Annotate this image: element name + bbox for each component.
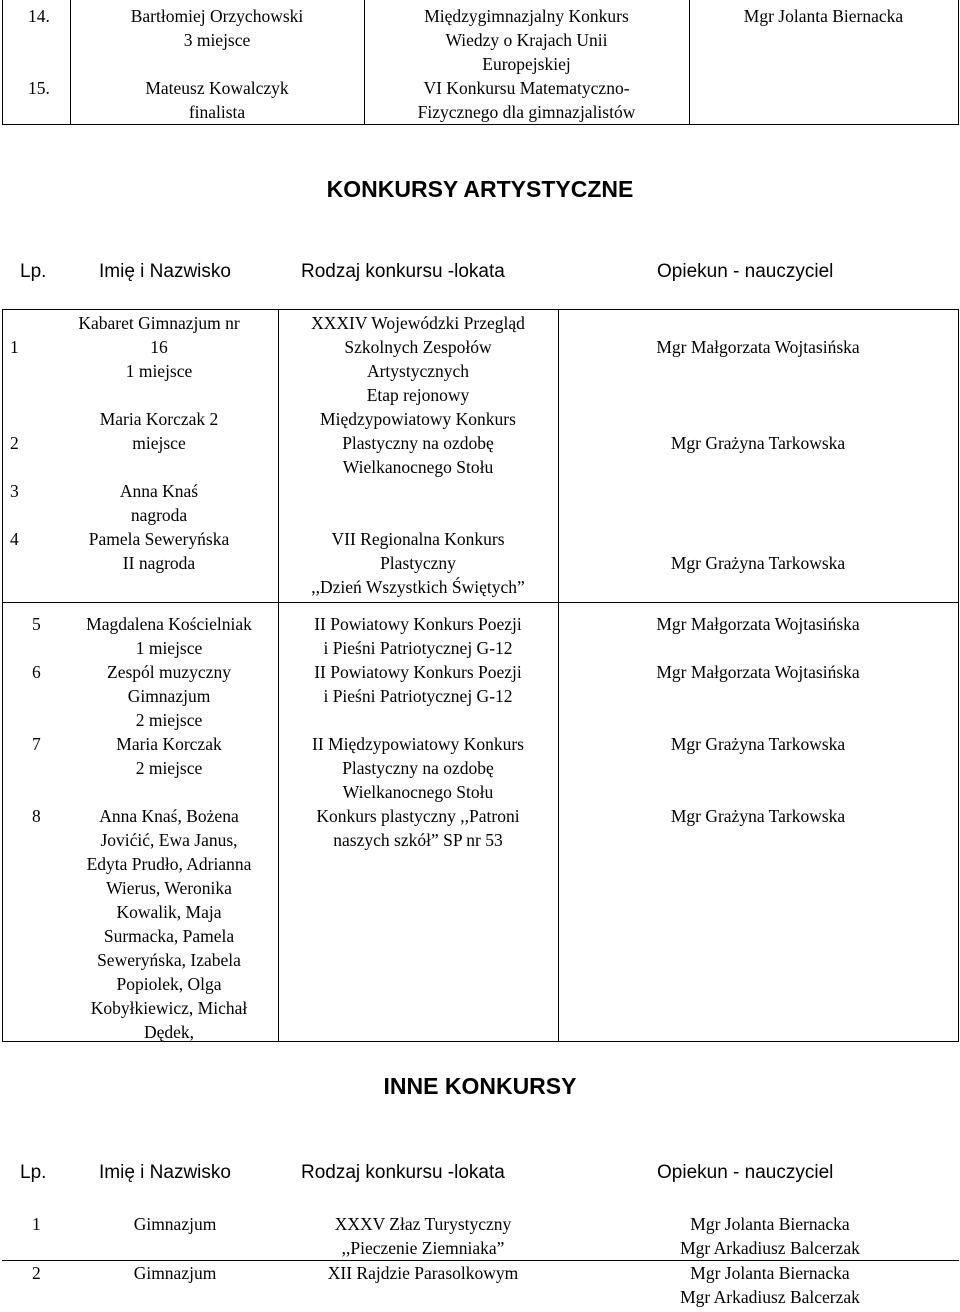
header-teacher: Opiekun - nauczyciel xyxy=(657,1162,834,1183)
participant-name: Gimnazjum xyxy=(133,1263,217,1283)
table-row-number: 2 xyxy=(32,1263,41,1283)
teacher-name: Mgr Grażyna Tarkowska xyxy=(670,553,846,573)
contest-name: Międzygimnazjalny Konkurs Wiedzy o Krajach Unii Europejskiej xyxy=(424,6,629,74)
participant-name: Kabaret Gimnazjum nr 16 1 miejsce xyxy=(78,313,240,381)
header-lp: Lp. xyxy=(20,1162,47,1183)
participant-name: Gimnazjum xyxy=(133,1214,217,1234)
participant-name: Maria Korczak 2 miejsce xyxy=(116,734,222,778)
table-row-number: 1 xyxy=(10,337,19,357)
table-row-number: 6 xyxy=(32,662,41,682)
table-border xyxy=(2,0,3,125)
teacher-name: Mgr Małgorzata Wojtasińska xyxy=(656,614,860,634)
table-row-number: 2 xyxy=(10,433,19,453)
table-row-number: 15. xyxy=(28,78,50,98)
contest-name: Konkurs plastyczny ,,Patroni naszych szkół” SP nr 53 xyxy=(316,806,520,850)
contest-name: Międzypowiatowy Konkurs Plastyczny na ozdobę Wielkanocnego Stołu xyxy=(320,409,516,477)
teacher-name: Mgr Jolanta Biernacka xyxy=(743,6,904,26)
section-title-other: INNE KONKURSY xyxy=(383,1073,577,1099)
teacher-name: Mgr Grażyna Tarkowska xyxy=(670,734,846,754)
section-title-artistic: KONKURSY ARTYSTYCZNE xyxy=(326,176,634,202)
table-border xyxy=(2,124,959,125)
participant-name: Maria Korczak 2 miejsce xyxy=(99,409,219,453)
header-contest: Rodzaj konkursu -lokata xyxy=(301,1162,505,1183)
contest-name: VII Regionalna Konkurs Plastyczny ,,Dzień Wszystkich Świętych” xyxy=(311,529,525,597)
table-row-number: 5 xyxy=(32,614,41,634)
table-row-number: 1 xyxy=(32,1214,41,1234)
teacher-name: Mgr Grażyna Tarkowska xyxy=(670,433,846,453)
participant-name: Zespól muzyczny Gimnazjum 2 miejsce xyxy=(107,662,231,730)
table-row-number: 4 xyxy=(10,529,19,549)
table-row-number: 3 xyxy=(10,481,19,501)
table-row-number: 8 xyxy=(32,806,41,826)
table-row-number: 7 xyxy=(32,734,41,754)
table-border xyxy=(958,0,959,125)
contest-name: VI Konkursu Matematyczno- Fizycznego dla gimnazjalistów xyxy=(417,78,636,122)
teacher-name: Mgr Jolanta Biernacka Mgr Arkadiusz Balcerzak xyxy=(680,1263,860,1307)
table-border xyxy=(2,602,959,603)
participant-name: Anna Knaś nagroda xyxy=(119,481,199,525)
contest-name: XII Rajdzie Parasolkowym xyxy=(327,1263,519,1283)
header-name: Imię i Nazwisko xyxy=(99,261,231,282)
teacher-name: Mgr Grażyna Tarkowska xyxy=(670,806,846,826)
table-row-number: 14. xyxy=(28,6,50,26)
contest-name: II Powiatowy Konkurs Poezji i Pieśni Patriotycznej G-12 xyxy=(314,614,522,658)
table-border xyxy=(958,309,959,1042)
participant-name: Pamela Seweryńska II nagroda xyxy=(88,529,230,573)
contest-name: II Powiatowy Konkurs Poezji i Pieśni Patriotycznej G-12 xyxy=(314,662,522,706)
participant-name: Mateusz Kowalczyk finalista xyxy=(145,78,289,122)
header-name: Imię i Nazwisko xyxy=(99,1162,231,1183)
participant-name: Magdalena Kościelniak 1 miejsce xyxy=(86,614,252,658)
teacher-name: Mgr Małgorzata Wojtasińska xyxy=(656,662,860,682)
contest-name: XXXIV Wojewódzki Przegląd Szkolnych Zespołów Artystycznych Etap rejonowy xyxy=(311,313,525,405)
header-contest: Rodzaj konkursu -lokata xyxy=(301,261,505,282)
table-border xyxy=(2,309,3,1042)
participant-name: Bartłomiej Orzychowski 3 miejsce xyxy=(130,6,304,50)
teacher-name: Mgr Jolanta Biernacka Mgr Arkadiusz Balcerzak xyxy=(680,1214,860,1258)
header-lp: Lp. xyxy=(20,261,47,282)
teacher-name: Mgr Małgorzata Wojtasińska xyxy=(656,337,860,357)
contest-name: II Międzypowiatowy Konkurs Plastyczny na ozdobę Wielkanocnego Stołu xyxy=(312,734,524,802)
contest-name: XXXV Złaz Turystyczny ,,Pieczenie Ziemniaka” xyxy=(334,1214,512,1258)
participant-name: Anna Knaś, Bożena Jovićić, Ewa Janus, Edyta Prudło, Adrianna Wierus, Weronika Kowalik, Maja Surmacka, Pamela Seweryńska, Izabela Popiolek, Olga Kobyłkiewicz, Michał Dędek, xyxy=(86,806,252,1042)
table-border xyxy=(2,309,959,310)
header-teacher: Opiekun - nauczyciel xyxy=(657,261,834,282)
